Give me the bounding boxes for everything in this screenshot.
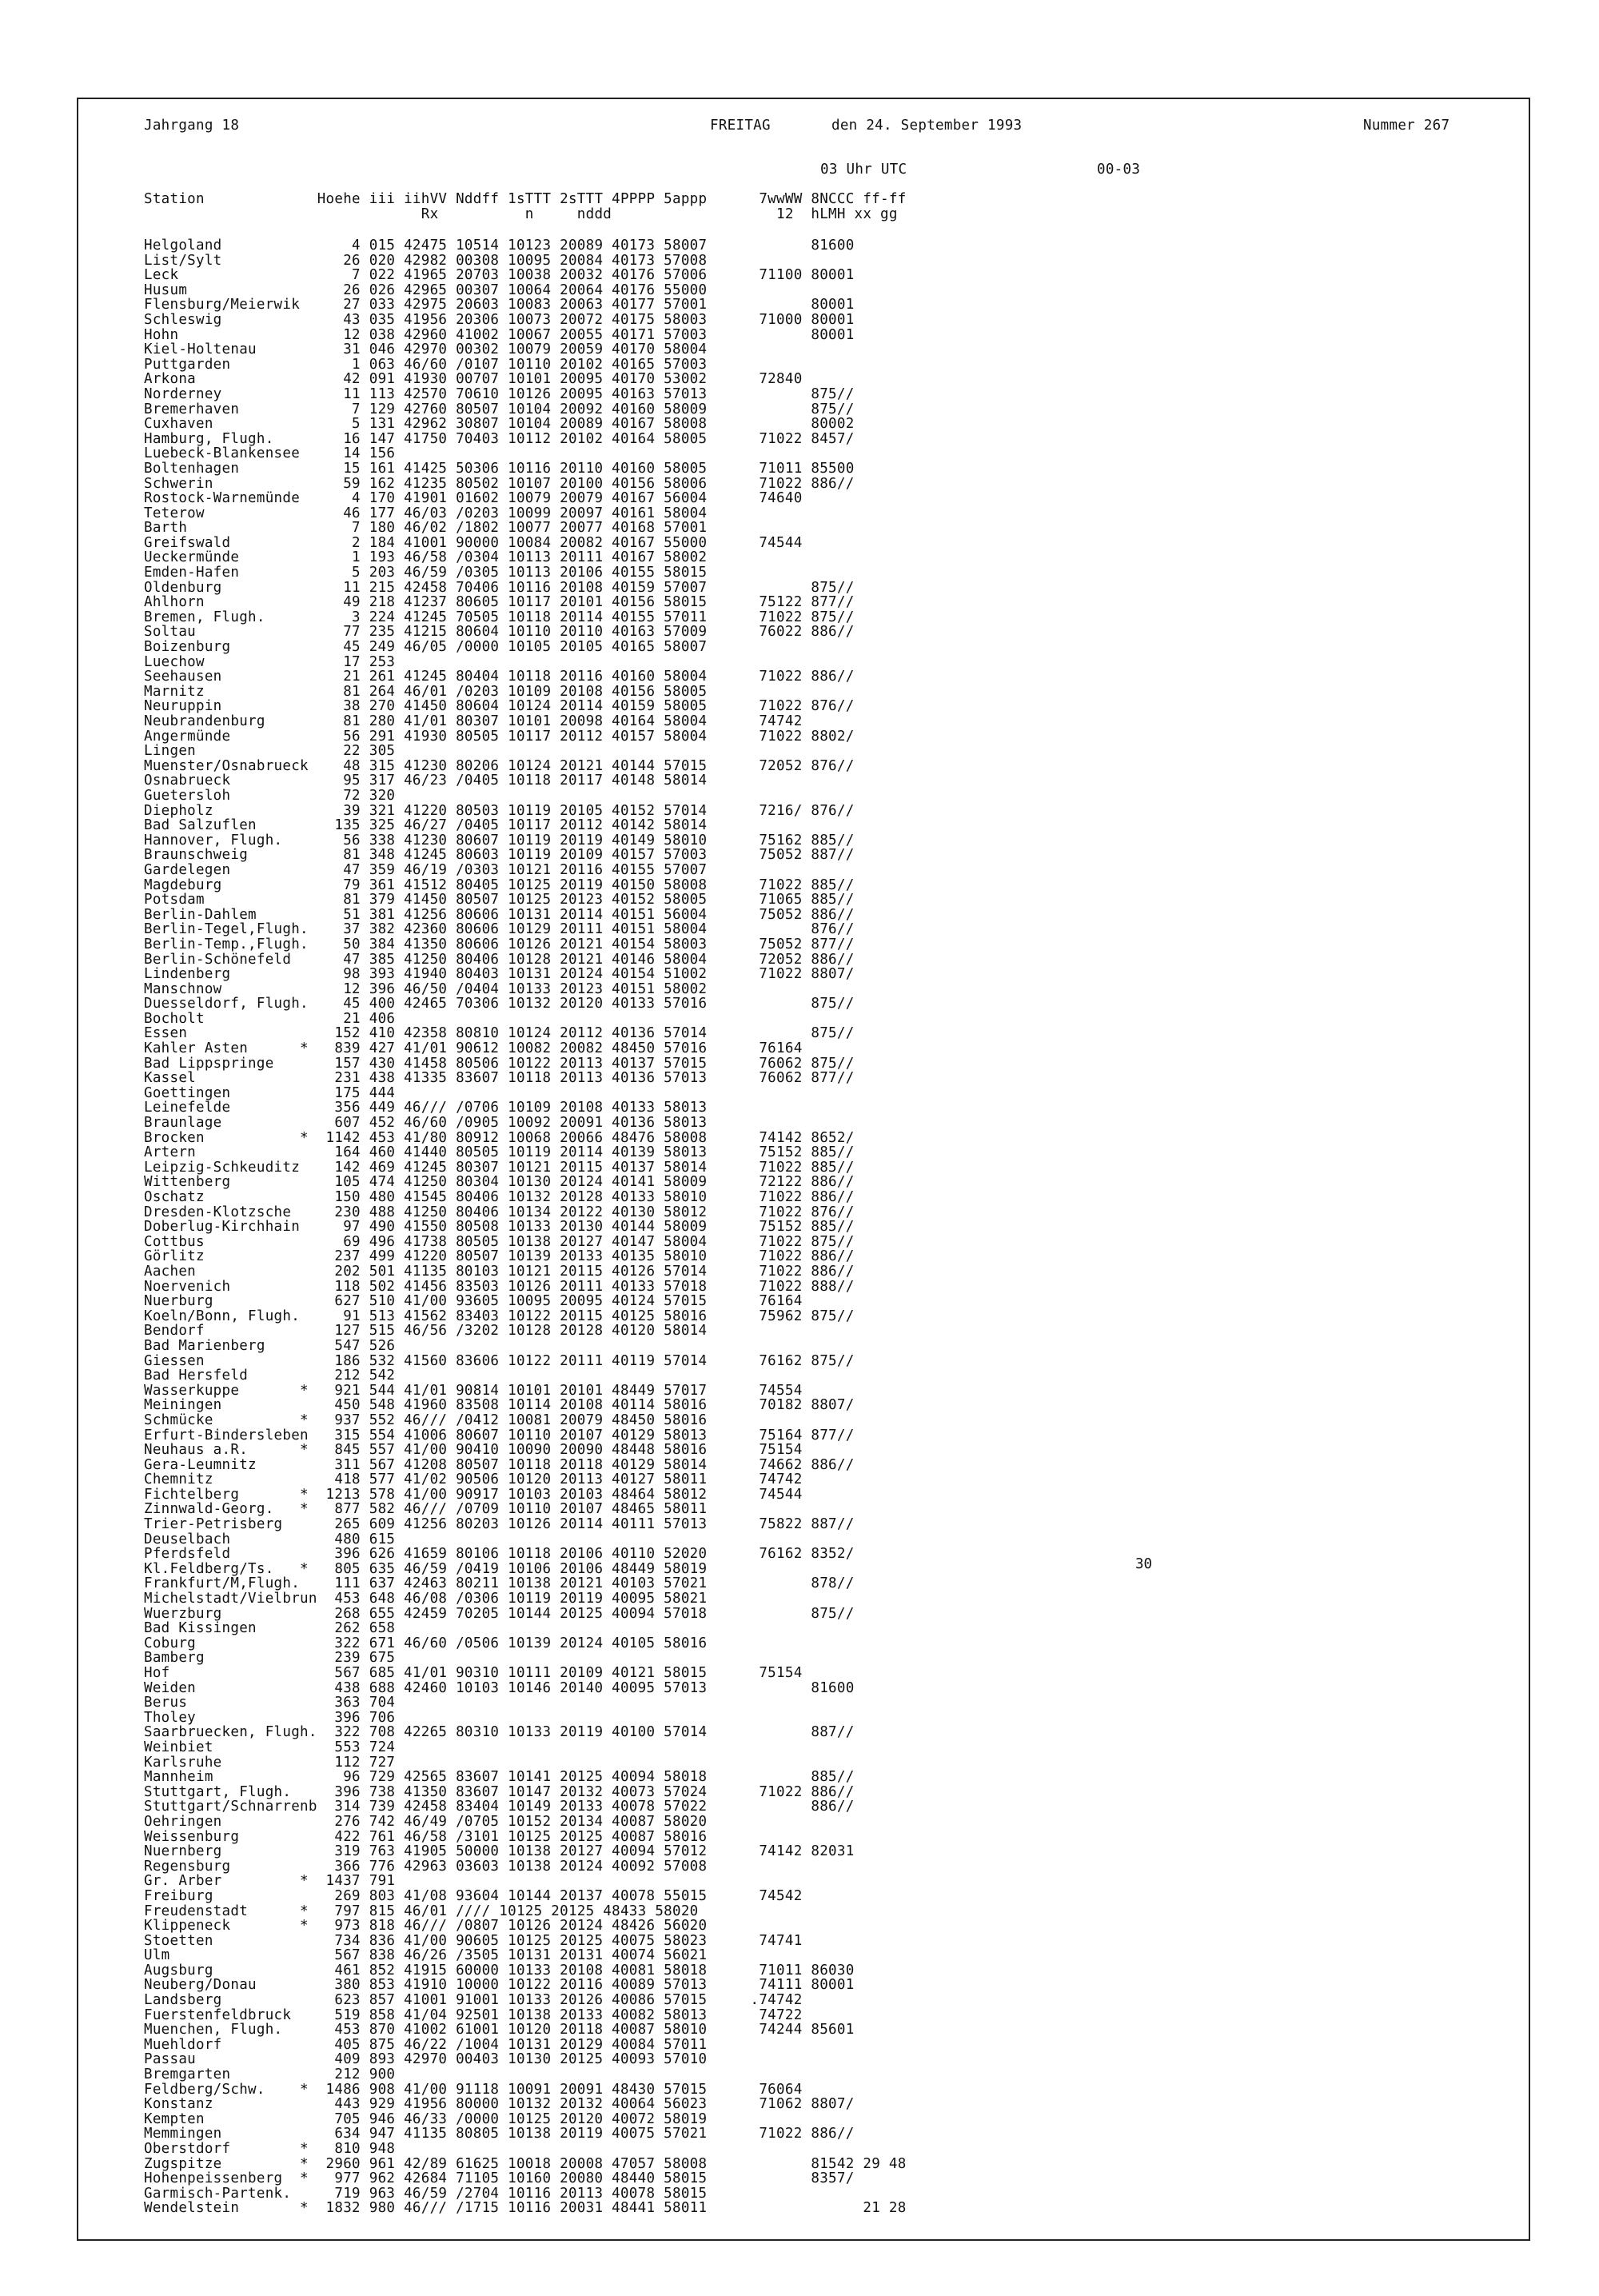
station-row: Noervenich 118 502 41456 83503 10126 20111 40133 57018 71022 888// [144, 1278, 855, 1295]
station-row: Braunschweig 81 348 41245 80603 10119 20109 40157 57003 75052 887// [144, 847, 855, 864]
station-row: Berlin-Schönefeld 47 385 41250 80406 10128 20121 40146 58004 72052 886// [144, 951, 855, 968]
station-row: Helgoland 4 015 42475 10514 10123 20089 40173 58007 81600 [144, 238, 855, 254]
station-row: Barth 7 180 46/02 /1802 10077 20077 40168 57001 [144, 520, 708, 537]
station-row: Koeln/Bonn, Flugh. 91 513 41562 83403 10122 20115 40125 58016 75962 875// [144, 1308, 855, 1324]
station-row: Augsburg 461 852 41915 60000 10133 20108 40081 58018 71011 86030 [144, 1962, 855, 1979]
station-row: Landsberg 623 857 41001 91001 10133 20126 40086 57015 .74742 [144, 1992, 803, 2009]
station-row: Kiel-Holtenau 31 046 42970 00302 10079 20059 40170 58004 [144, 341, 708, 358]
station-row: Stuttgart, Flugh. 396 738 41350 83607 10147 20132 40073 57024 71022 886// [144, 1783, 855, 1800]
station-row: Weinbiet 553 724 [144, 1739, 396, 1755]
station-row: Diepholz 39 321 41220 80503 10119 20105 40152 57014 7216/ 876// [144, 802, 855, 819]
station-row: Emden-Hafen 5 203 46/59 /0305 10113 20106 40155 58015 [144, 565, 708, 581]
station-row: Neuruppin 38 270 41450 80604 10124 20114 40159 58005 71022 876// [144, 698, 855, 715]
station-row: Bad Lippspringe 157 430 41458 80506 10122 20113 40137 57015 76062 875// [144, 1055, 855, 1072]
station-row: Bendorf 127 515 46/56 /3202 10128 20128 40120 58014 [144, 1323, 708, 1340]
station-row: Lindenberg 98 393 41940 80403 10131 20124 40154 51002 71022 8807/ [144, 966, 855, 983]
station-row: Hof 567 685 41/01 90310 10111 20109 40121 58015 75154 [144, 1665, 803, 1681]
margin-note: 30 [1135, 1556, 1153, 1572]
station-row: Wasserkuppe * 921 544 41/01 90814 10101 20101 48449 57017 74554 [144, 1382, 803, 1399]
station-row: Gera-Leumnitz 311 567 41208 80507 10118 20118 40129 58014 74662 886// [144, 1456, 855, 1473]
station-row: Berlin-Temp.,Flugh. 50 384 41350 80606 10126 20121 40154 58003 75052 877// [144, 936, 855, 952]
station-row: Greifswald 2 184 41001 90000 10084 20082 40167 55000 74544 [144, 534, 803, 551]
station-row: Regensburg 366 776 42963 03603 10138 20124 40092 57008 [144, 1858, 708, 1875]
station-row: Deuselbach 480 615 [144, 1531, 396, 1547]
station-row: Gr. Arber * 1437 791 [144, 1873, 396, 1890]
station-row: Kassel 231 438 41335 83607 10118 20113 40136 57013 76062 877// [144, 1070, 855, 1087]
station-row: Oldenburg 11 215 42458 70406 10116 20108 40159 57007 875// [144, 579, 855, 596]
station-row: Hohenpeissenberg * 977 962 42684 71105 10160 20080 48440 58015 8357/ [144, 2170, 855, 2187]
station-row: Duesseldorf, Flugh. 45 400 42465 70306 10132 20120 40133 57016 875// [144, 996, 855, 1012]
column-header-line2: Rx n nddd 12 hLMH xx gg [144, 206, 898, 222]
station-row: Chemnitz 418 577 41/02 90506 10120 20113 40127 58011 74742 [144, 1471, 803, 1488]
station-row: Artern 164 460 41440 80505 10119 20114 40139 58013 75152 885// [144, 1144, 855, 1161]
station-row: Norderney 11 113 42570 70610 10126 20095 40163 57013 875// [144, 385, 855, 402]
station-row: Potsdam 81 379 41450 80507 10125 20123 40152 58005 71065 885// [144, 892, 855, 908]
station-row: Kahler Asten * 839 427 41/01 90612 10082 20082 48450 57016 76164 [144, 1040, 803, 1057]
station-row: Zinnwald-Georg. * 877 582 46/// /0709 10110 20107 48465 58011 [144, 1501, 708, 1518]
station-row: Karlsruhe 112 727 [144, 1754, 396, 1771]
utc-label: 03 Uhr UTC [820, 162, 907, 178]
station-row: Ahlhorn 49 218 41237 80605 10117 20101 40156 58015 75122 877// [144, 594, 855, 611]
station-row: Oberstdorf * 810 948 [144, 2141, 396, 2157]
station-row: Bremgarten 212 900 [144, 2066, 396, 2083]
issue-number: Nummer 267 [1363, 118, 1450, 134]
station-row: Bad Marienberg 547 526 [144, 1337, 396, 1354]
station-row: Ulm 567 838 46/26 /3505 10131 20131 40074 56021 [144, 1947, 708, 1964]
station-row: Berlin-Dahlem 51 381 41256 80606 10131 20114 40151 56004 75052 886// [144, 906, 855, 923]
period-label: 00-03 [1097, 162, 1141, 178]
station-row: Gardelegen 47 359 46/19 /0303 10121 20116 40155 57007 [144, 861, 708, 878]
station-row: Leinefelde 356 449 46/// /0706 10109 20108 40133 58013 [144, 1100, 708, 1116]
date-label: den 24. September 1993 [831, 118, 1023, 134]
station-row: Michelstadt/Vielbrun 453 648 46/08 /0306 10119 20119 40095 58021 [144, 1591, 708, 1607]
station-row: Konstanz 443 929 41956 80000 10132 20132 40064 56023 71062 8807/ [144, 2096, 855, 2113]
station-table [144, 238, 907, 2216]
station-row: Schleswig 43 035 41956 20306 10073 20072 40175 58003 71000 80001 [144, 311, 855, 328]
station-row: Schmücke * 937 552 46/// /0412 10081 20079 48450 58016 [144, 1412, 708, 1428]
station-row: Marnitz 81 264 46/01 /0203 10109 20108 40156 58005 [144, 683, 708, 700]
station-row: Muehldorf 405 875 46/22 /1004 10131 20129 40084 57011 [144, 2036, 708, 2053]
station-row: Stoetten 734 836 41/00 90605 10125 20125 40075 58023 74741 [144, 1932, 803, 1949]
station-row: Doberlug-Kirchhain 97 490 41550 80508 10133 20130 40144 58009 75152 885// [144, 1219, 855, 1236]
station-row: Weissenburg 422 761 46/58 /3101 10125 20125 40087 58016 [144, 1828, 708, 1845]
station-row: Coburg 322 671 46/60 /0506 10139 20124 40105 58016 [144, 1635, 708, 1651]
station-row: Wuerzburg 268 655 42459 70205 10144 20125 40094 57018 875// [144, 1605, 855, 1622]
station-row: Kempten 705 946 46/33 /0000 10125 20120 40072 58019 [144, 2110, 708, 2127]
column-header [144, 192, 907, 222]
station-row: Bad Hersfeld 212 542 [144, 1368, 396, 1384]
station-row: Seehausen 21 261 41245 80404 10118 20116 40160 58004 71022 886// [144, 669, 855, 685]
station-row: Teterow 46 177 46/03 /0203 10099 20097 40161 58004 [144, 505, 708, 521]
station-row: Trier-Petrisberg 265 609 41256 80203 10126 20114 40111 57013 75822 887// [144, 1516, 855, 1533]
station-row: Pferdsfeld 396 626 41659 80106 10118 20106 40110 52020 76162 8352/ [144, 1546, 855, 1563]
station-row: Erfurt-Bindersleben 315 554 41006 80607 10110 20107 40129 58013 75164 877// [144, 1427, 855, 1443]
station-row: Fuerstenfeldbruck 519 858 41/04 92501 10138 20133 40082 58013 74722 [144, 2007, 803, 2023]
station-row: Dresden-Klotzsche 230 488 41250 80406 10134 20122 40130 58012 71022 876// [144, 1204, 855, 1220]
station-row: Husum 26 026 42965 00307 10064 20064 40176 55000 [144, 282, 708, 298]
station-row: Fichtelberg * 1213 578 41/00 90917 10103 20103 48464 58012 74544 [144, 1486, 803, 1503]
station-row: Muenchen, Flugh. 453 870 41002 61001 10120 20118 40087 58010 74244 85601 [144, 2022, 855, 2038]
station-row: Meiningen 450 548 41960 83508 10114 20108 40114 58016 70182 8807/ [144, 1397, 855, 1414]
station-row: Bocholt 21 406 [144, 1010, 396, 1027]
station-row: Oschatz 150 480 41545 80406 10132 20128 40133 58010 71022 886// [144, 1189, 855, 1205]
station-row: Bremerhaven 7 129 42760 80507 10104 20092 40160 58009 875// [144, 401, 855, 417]
station-row: Flensburg/Meierwik 27 033 42975 20603 10083 20063 40177 57001 80001 [144, 297, 855, 313]
station-row: Giessen 186 532 41560 83606 10122 20111 40119 57014 76162 875// [144, 1352, 855, 1369]
station-row: Bamberg 239 675 [144, 1650, 396, 1667]
station-row: Görlitz 237 499 41220 80507 10139 20133 40135 58010 71022 886// [144, 1248, 855, 1265]
station-row: Muenster/Osnabrueck 48 315 41230 80206 10124 20121 40144 57015 72052 876// [144, 757, 855, 774]
station-row: Cottbus 69 496 41738 80505 10138 20127 40147 58004 71022 875// [144, 1233, 855, 1250]
station-row: Brocken * 1142 453 41/80 80912 10068 20066 48476 58008 74142 8652/ [144, 1129, 855, 1146]
station-row: Neuhaus a.R. * 845 557 41/00 90410 10090 20090 48448 58016 75154 [144, 1442, 803, 1459]
station-row: Garmisch-Partenk. 719 963 46/59 /2704 10116 20113 40078 58015 [144, 2185, 708, 2202]
station-row: Mannheim 96 729 42565 83607 10141 20125 40094 58018 885// [144, 1769, 855, 1786]
station-row: Leck 7 022 41965 20703 10038 20032 40176 57006 71100 80001 [144, 267, 855, 284]
station-row: Luebeck-Blankensee 14 156 [144, 445, 396, 462]
station-row: Angermünde 56 291 41930 80505 10117 20112 40157 58004 71022 8802/ [144, 728, 855, 745]
station-row: Nuerburg 627 510 41/00 93605 10095 20095 40124 57015 76164 [144, 1293, 803, 1310]
station-row: Kl.Feldberg/Ts. * 805 635 46/59 /0419 10106 20106 48449 58019 [144, 1560, 708, 1577]
station-row: Puttgarden 1 063 46/60 /0107 10110 20102 40165 57003 [144, 356, 708, 373]
station-row: Cuxhaven 5 131 42962 30807 10104 20089 40167 58008 80002 [144, 416, 855, 433]
station-row: Frankfurt/M,Flugh. 111 637 42463 80211 10138 20121 40103 57021 878// [144, 1575, 855, 1592]
station-row: Berlin-Tegel,Flugh. 37 382 42360 80606 10129 20111 40151 58004 876// [144, 921, 855, 938]
station-row: Klippeneck * 973 818 46/// /0807 10126 20124 48426 56020 [144, 1918, 708, 1935]
station-row: Luechow 17 253 [144, 653, 396, 670]
station-row: Magdeburg 79 361 41512 80405 10125 20119 40150 58008 71022 885// [144, 876, 855, 893]
station-row: Aachen 202 501 41135 80103 10121 20115 40126 57014 71022 886// [144, 1263, 855, 1280]
column-header-line1: Station Hoehe iii iihVV Nddff 1sTTT 2sTTT 4PPPP 5appp 7wwWW 8NCCC ff-ff [144, 191, 907, 207]
station-row: Goettingen 175 444 [144, 1084, 396, 1101]
station-row: Guetersloh 72 320 [144, 787, 396, 804]
station-row: Hohn 12 038 42960 41002 10067 20055 40171 57003 80001 [144, 326, 855, 343]
station-row: Boltenhagen 15 161 41425 50306 10116 20110 40160 58005 71011 85500 [144, 460, 855, 477]
station-row: Essen 152 410 42358 80810 10124 20112 40136 57014 875// [144, 1025, 855, 1042]
station-row: Osnabrueck 95 317 46/23 /0405 10118 20117 40148 58014 [144, 773, 708, 789]
station-row: Wittenberg 105 474 41250 80304 10130 20124 40141 58009 72122 886// [144, 1174, 855, 1191]
station-row: Memmingen 634 947 41135 80805 10138 20119 40075 57021 71022 886// [144, 2126, 855, 2142]
station-row: Tholey 396 706 [144, 1709, 396, 1726]
station-row: Zugspitze * 2960 961 42/89 61625 10018 20008 47057 58008 81542 29 48 [144, 2155, 907, 2172]
station-row: Feldberg/Schw. * 1486 908 41/00 91118 10091 20091 48430 57015 76064 [144, 2081, 803, 2098]
station-row: Freudenstadt * 797 815 46/01 //// 10125 20125 48433 58020 [144, 1903, 699, 1919]
station-row: Oehringen 276 742 46/49 /0705 10152 20134 40087 58020 [144, 1813, 708, 1830]
station-row: Schwerin 59 162 41235 80502 10107 20100 40156 58006 71022 886// [144, 475, 855, 492]
station-row: Manschnow 12 396 46/50 /0404 10133 20123 40151 58002 [144, 980, 708, 997]
station-row: Freiburg 269 803 41/08 93604 10144 20137 40078 55015 74542 [144, 1887, 803, 1904]
station-row: Neuberg/Donau 380 853 41910 10000 10122 20116 40089 57013 74111 80001 [144, 1977, 855, 1994]
station-row: Boizenburg 45 249 46/05 /0000 10105 20105 40165 58007 [144, 639, 708, 656]
station-row: Wendelstein * 1832 980 46/// /1715 10116 20031 48441 58011 21 28 [144, 2200, 907, 2217]
station-row: Weiden 438 688 42460 10103 10146 20140 40095 57013 81600 [144, 1679, 855, 1696]
station-row: Passau 409 893 42970 00403 10130 20125 40093 57010 [144, 2051, 708, 2068]
station-row: Ueckermünde 1 193 46/58 /0304 10113 20111 40167 58002 [144, 549, 708, 566]
station-row: Saarbruecken, Flugh. 322 708 42265 80310 10133 20119 40100 57014 887// [144, 1724, 855, 1741]
station-row: Rostock-Warnemünde 4 170 41901 01602 10079 20079 40167 56004 74640 [144, 490, 803, 507]
station-row: Lingen 22 305 [144, 743, 396, 760]
station-row: Bad Kissingen 262 658 [144, 1620, 396, 1637]
volume-label: Jahrgang 18 [144, 118, 240, 134]
station-row: Bremen, Flugh. 3 224 41245 70505 10118 20114 40155 57011 71022 875// [144, 609, 855, 625]
station-row: Braunlage 607 452 46/60 /0905 10092 20091 40136 58013 [144, 1115, 708, 1132]
station-row: Arkona 42 091 41930 00707 10101 20095 40170 53002 72840 [144, 371, 803, 388]
station-row: Stuttgart/Schnarrenb 314 739 42458 83404 10149 20133 40078 57022 886// [144, 1799, 855, 1815]
station-row: Nuernberg 319 763 41905 50000 10138 20127 40094 57012 74142 82031 [144, 1843, 855, 1860]
weekday-label: FREITAG [710, 118, 771, 134]
station-row: Bad Salzuflen 135 325 46/27 /0405 10117 20112 40142 58014 [144, 817, 708, 834]
station-row: Soltau 77 235 41215 80604 10110 20110 40163 57009 76022 886// [144, 624, 855, 641]
station-row: Berus 363 704 [144, 1695, 396, 1711]
station-row: Neubrandenburg 81 280 41/01 80307 10101 20098 40164 58004 74742 [144, 713, 803, 729]
station-row: List/Sylt 26 020 42982 00308 10095 20084 40173 57008 [144, 252, 708, 269]
station-row: Hamburg, Flugh. 16 147 41750 70403 10112 20102 40164 58005 71022 8457/ [144, 430, 855, 447]
station-row: Hannover, Flugh. 56 338 41230 80607 10119 20119 40149 58010 75162 885// [144, 832, 855, 849]
station-row: Leipzig-Schkeuditz 142 469 41245 80307 10121 20115 40137 58014 71022 885// [144, 1159, 855, 1176]
